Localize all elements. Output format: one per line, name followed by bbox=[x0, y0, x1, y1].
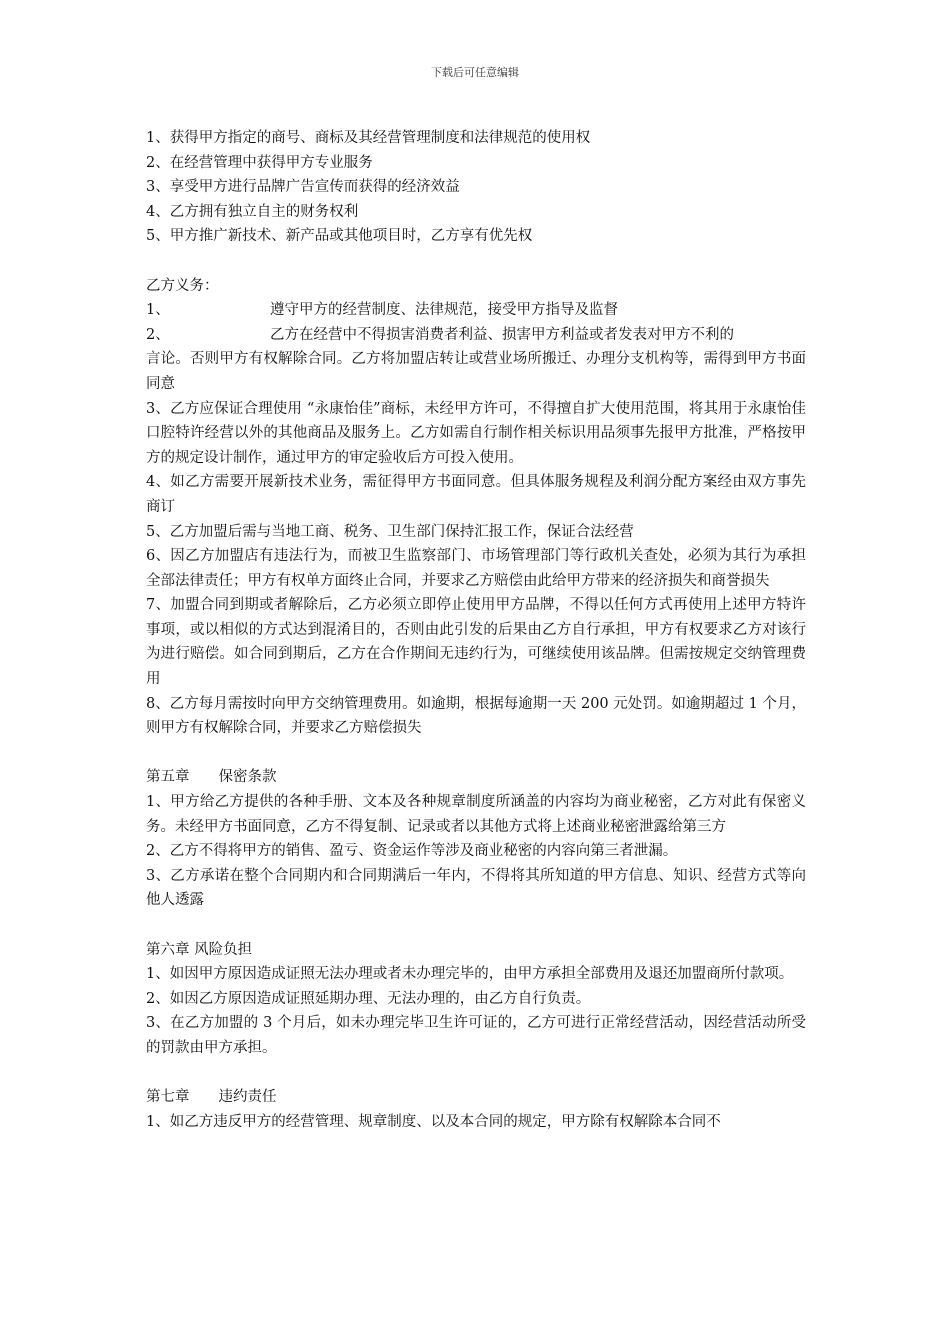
contract-body bbox=[146, 126, 806, 1134]
obligation-item-1-number: 1、 bbox=[146, 302, 170, 319]
chapter-5-section bbox=[146, 765, 806, 913]
obligation-item-4: 4、如乙方需要开展新技术业务，需征得甲方书面同意。但具体服务规程及利润分配方案经由双方事先商订 bbox=[146, 474, 806, 515]
chapter-6-item-1: 1、如因甲方原因造成证照无法办理或者未办理完毕的，由甲方承担全部费用及退还加盟商所付款项。 bbox=[146, 966, 794, 983]
obligation-item-6: 6、因乙方加盟店有违法行为，而被卫生监察部门、市场管理部门等行政机关查处，必须为其行为承担全部法律责任；甲方有权单方面终止合同，并要求乙方赔偿由此给甲方带来的经济损失和商誉损失 bbox=[146, 548, 806, 589]
page-header-note: 下载后可任意编辑 bbox=[431, 66, 519, 79]
chapter-6-item-3: 3、在乙方加盟的 3 个月后，如未办理完毕卫生许可证的，乙方可进行正常经营活动，因经营活动所受的罚款由甲方承担。 bbox=[146, 1015, 806, 1056]
rights-item-5: 5、甲方推广新技术、新产品或其他项目时，乙方享有优先权 bbox=[146, 228, 533, 245]
obligation-item-1 bbox=[146, 298, 806, 323]
spacer bbox=[146, 249, 806, 274]
chapter-7-section bbox=[146, 1085, 806, 1134]
chapter-5-item-3: 3、乙方承诺在整个合同期内和合同期满后一年内，不得将其所知道的甲方信息、知识、经营方式等向他人透露 bbox=[146, 867, 806, 909]
obligation-item-7: 7、加盟合同到期或者解除后，乙方必须立即停止使用甲方品牌，不得以任何方式再使用上述甲方特许事项，或以相似的方式达到混淆目的，否则由此引发的后果由乙方自行承担，甲方有权要求乙方对该行为进行赔偿。如合同到期后，乙方在合作期间无违约行为，可继续使用该品牌。但需按规定交纳管理费用 bbox=[146, 597, 806, 688]
rights-item-4: 4、乙方拥有独立自主的财务权利 bbox=[146, 203, 359, 220]
rights-item-2: 2、在经营管理中获得甲方专业服务 bbox=[146, 154, 373, 171]
obligations-heading: 乙方义务： bbox=[146, 277, 219, 294]
obligation-item-2-number: 2、 bbox=[146, 326, 170, 343]
chapter-5-item-1: 1、甲方给乙方提供的各种手册、文本及各种规章制度所涵盖的内容均为商业秘密，乙方对此有保密义务。未经甲方书面同意，乙方不得复制、记录或者以其他方式将上述商业秘密泄露给第三方 bbox=[146, 794, 806, 835]
chapter-5-item-2: 2、乙方不得将甲方的销售、盈亏、资金运作等涉及商业秘密的内容向第三者泄漏。 bbox=[146, 843, 678, 860]
obligation-item-2-first-line bbox=[146, 323, 806, 348]
obligations-section bbox=[146, 274, 806, 741]
rights-list bbox=[146, 126, 806, 249]
chapter-6-section bbox=[146, 938, 806, 1061]
spacer bbox=[146, 913, 806, 938]
chapter-5-heading: 第五章 保密条款 bbox=[146, 769, 277, 786]
obligation-item-2-continuation: 言论。否则甲方有权解除合同。乙方将加盟店转让或营业场所搬迁、办理分支机构等，需得到甲方书面同意 bbox=[146, 351, 806, 392]
spacer bbox=[146, 741, 806, 766]
obligation-item-1-text: 遵守甲方的经营制度、法律规范，接受甲方指导及监督 bbox=[270, 302, 618, 319]
chapter-7-item-1: 1、如乙方违反甲方的经营管理、规章制度、以及本合同的规定，甲方除有权解除本合同不 bbox=[146, 1113, 721, 1130]
rights-item-1: 1、获得甲方指定的商号、商标及其经营管理制度和法律规范的使用权 bbox=[146, 130, 591, 146]
obligation-item-8: 8、乙方每月需按时向甲方交纳管理费用。如逾期，根据每逾期一天 200 元处罚。如逾期超过 1 个月，则甲方有权解除合同，并要求乙方赔偿损失 bbox=[146, 695, 806, 737]
spacer bbox=[146, 1061, 806, 1086]
chapter-6-item-2: 2、如因乙方原因造成证照延期办理、无法办理的，由乙方自行负责。 bbox=[146, 990, 591, 1007]
obligation-item-2-text: 乙方在经营中不得损害消费者利益、损害甲方利益或者发表对甲方不利的 bbox=[270, 326, 734, 343]
obligation-item-3: 3、乙方应保证合理使用 “永康怡佳”商标，未经甲方许可，不得擅自扩大使用范围，将其用于永康怡佳口腔特许经营以外的其他商品及服务上。乙方如需自行制作相关标识用品须事先报甲方批准，严格按甲方的规定设计制作，通过甲方的审定验收后方可投入使用。 bbox=[146, 400, 806, 466]
chapter-6-heading: 第六章 风险负担 bbox=[146, 941, 253, 958]
rights-item-3: 3、享受甲方进行品牌广告宣传而获得的经济效益 bbox=[146, 179, 460, 196]
obligation-item-5: 5、乙方加盟后需与当地工商、税务、卫生部门保持汇报工作，保证合法经营 bbox=[146, 523, 634, 540]
chapter-7-heading: 第七章 违约责任 bbox=[146, 1089, 277, 1106]
